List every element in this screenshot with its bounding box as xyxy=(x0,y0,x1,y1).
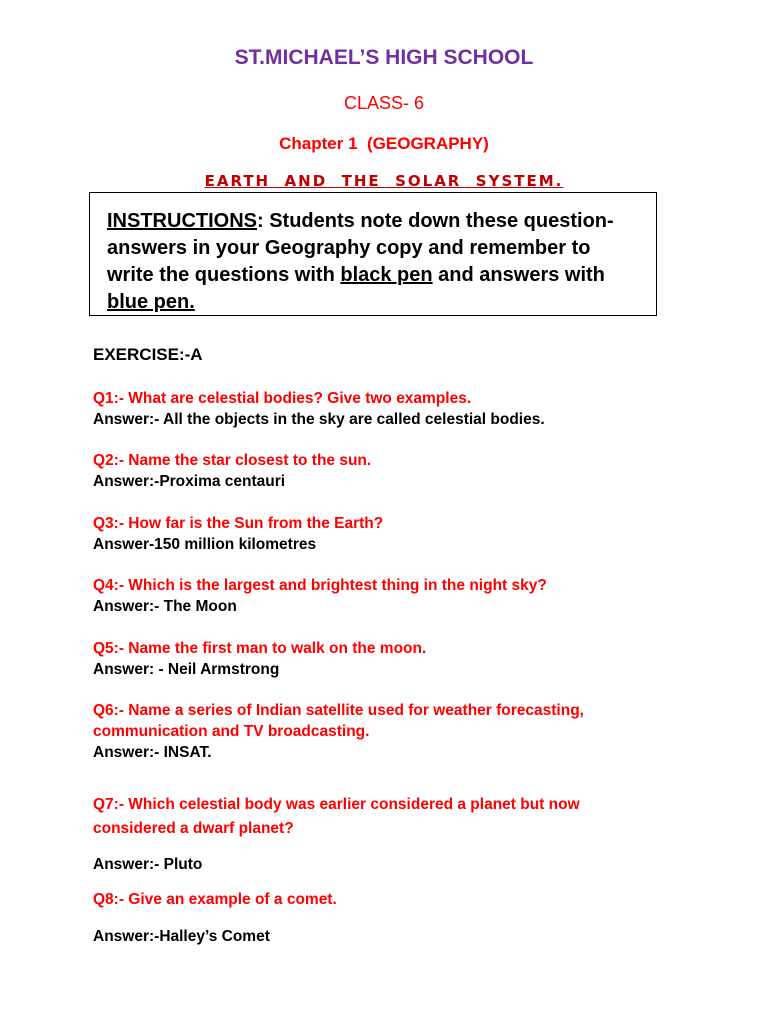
blue-pen-emphasis: blue pen. xyxy=(107,291,195,313)
qa-item-2 xyxy=(93,450,713,492)
instructions-line xyxy=(107,208,656,235)
qa-item-5 xyxy=(93,638,713,680)
question-text: Q3:- How far is the Sun from the Earth? xyxy=(93,514,384,532)
question-text: Q6:- Name a series of Indian satellite used for weather forecasting, xyxy=(93,702,584,719)
answer-text: Answer:-Halley’s Comet xyxy=(93,928,270,945)
answer-text: Answer:- All the objects in the sky are called celestial bodies. xyxy=(93,410,545,428)
answer-text: Answer:- INSAT. xyxy=(93,744,212,761)
school-name: ST.MICHAEL’S HIGH SCHOOL xyxy=(234,46,534,69)
answer-text: Answer-150 million kilometres xyxy=(93,535,317,553)
black-pen-emphasis: black pen xyxy=(340,264,433,286)
instructions-box xyxy=(89,192,657,316)
instructions-text: : Students note down these question- xyxy=(257,210,614,232)
question-text: considered a dwarf planet? xyxy=(93,819,294,837)
instructions-text: write the questions with xyxy=(107,264,341,286)
question-text: Q5:- Name the first man to walk on the moon. xyxy=(93,639,427,657)
qa-item-4 xyxy=(93,575,713,617)
question-text: Q1:- What are celestial bodies? Give two examples. xyxy=(93,389,472,407)
instructions-line xyxy=(107,262,656,289)
qa-item-1 xyxy=(93,388,713,430)
exercise-heading: EXERCISE:-A xyxy=(93,345,203,364)
qa-item-8 xyxy=(93,889,713,947)
question-text: communication and TV broadcasting. xyxy=(93,723,370,740)
answer-text: Answer:- The Moon xyxy=(93,598,237,615)
qa-item-6 xyxy=(93,700,713,763)
exercise-section xyxy=(93,344,713,947)
instructions-text: answers in your Geography copy and remember to xyxy=(107,237,591,259)
class-label: CLASS- 6 xyxy=(343,93,425,113)
question-text: Q8:- Give an example of a comet. xyxy=(93,891,337,908)
instructions-line xyxy=(107,289,656,316)
qa-item-3 xyxy=(93,513,713,555)
question-text: Q7:- Which celestial body was earlier considered a planet but now xyxy=(93,795,580,813)
chapter-title: EARTH AND THE SOLAR SYSTEM. xyxy=(204,172,564,190)
instructions-text: and answers with xyxy=(432,264,605,286)
question-text: Q4:- Which is the largest and brightest thing in the night sky? xyxy=(93,577,547,594)
qa-item-7 xyxy=(93,793,713,876)
chapter-label: Chapter 1 (GEOGRAPHY) xyxy=(279,134,489,153)
answer-text: Answer:- Pluto xyxy=(93,856,203,873)
answer-text: Answer:-Proxima centauri xyxy=(93,473,286,490)
answer-text: Answer: - Neil Armstrong xyxy=(93,660,280,678)
question-text: Q2:- Name the star closest to the sun. xyxy=(93,452,372,469)
instructions-line xyxy=(107,235,656,262)
instructions-label: INSTRUCTIONS xyxy=(107,210,257,232)
